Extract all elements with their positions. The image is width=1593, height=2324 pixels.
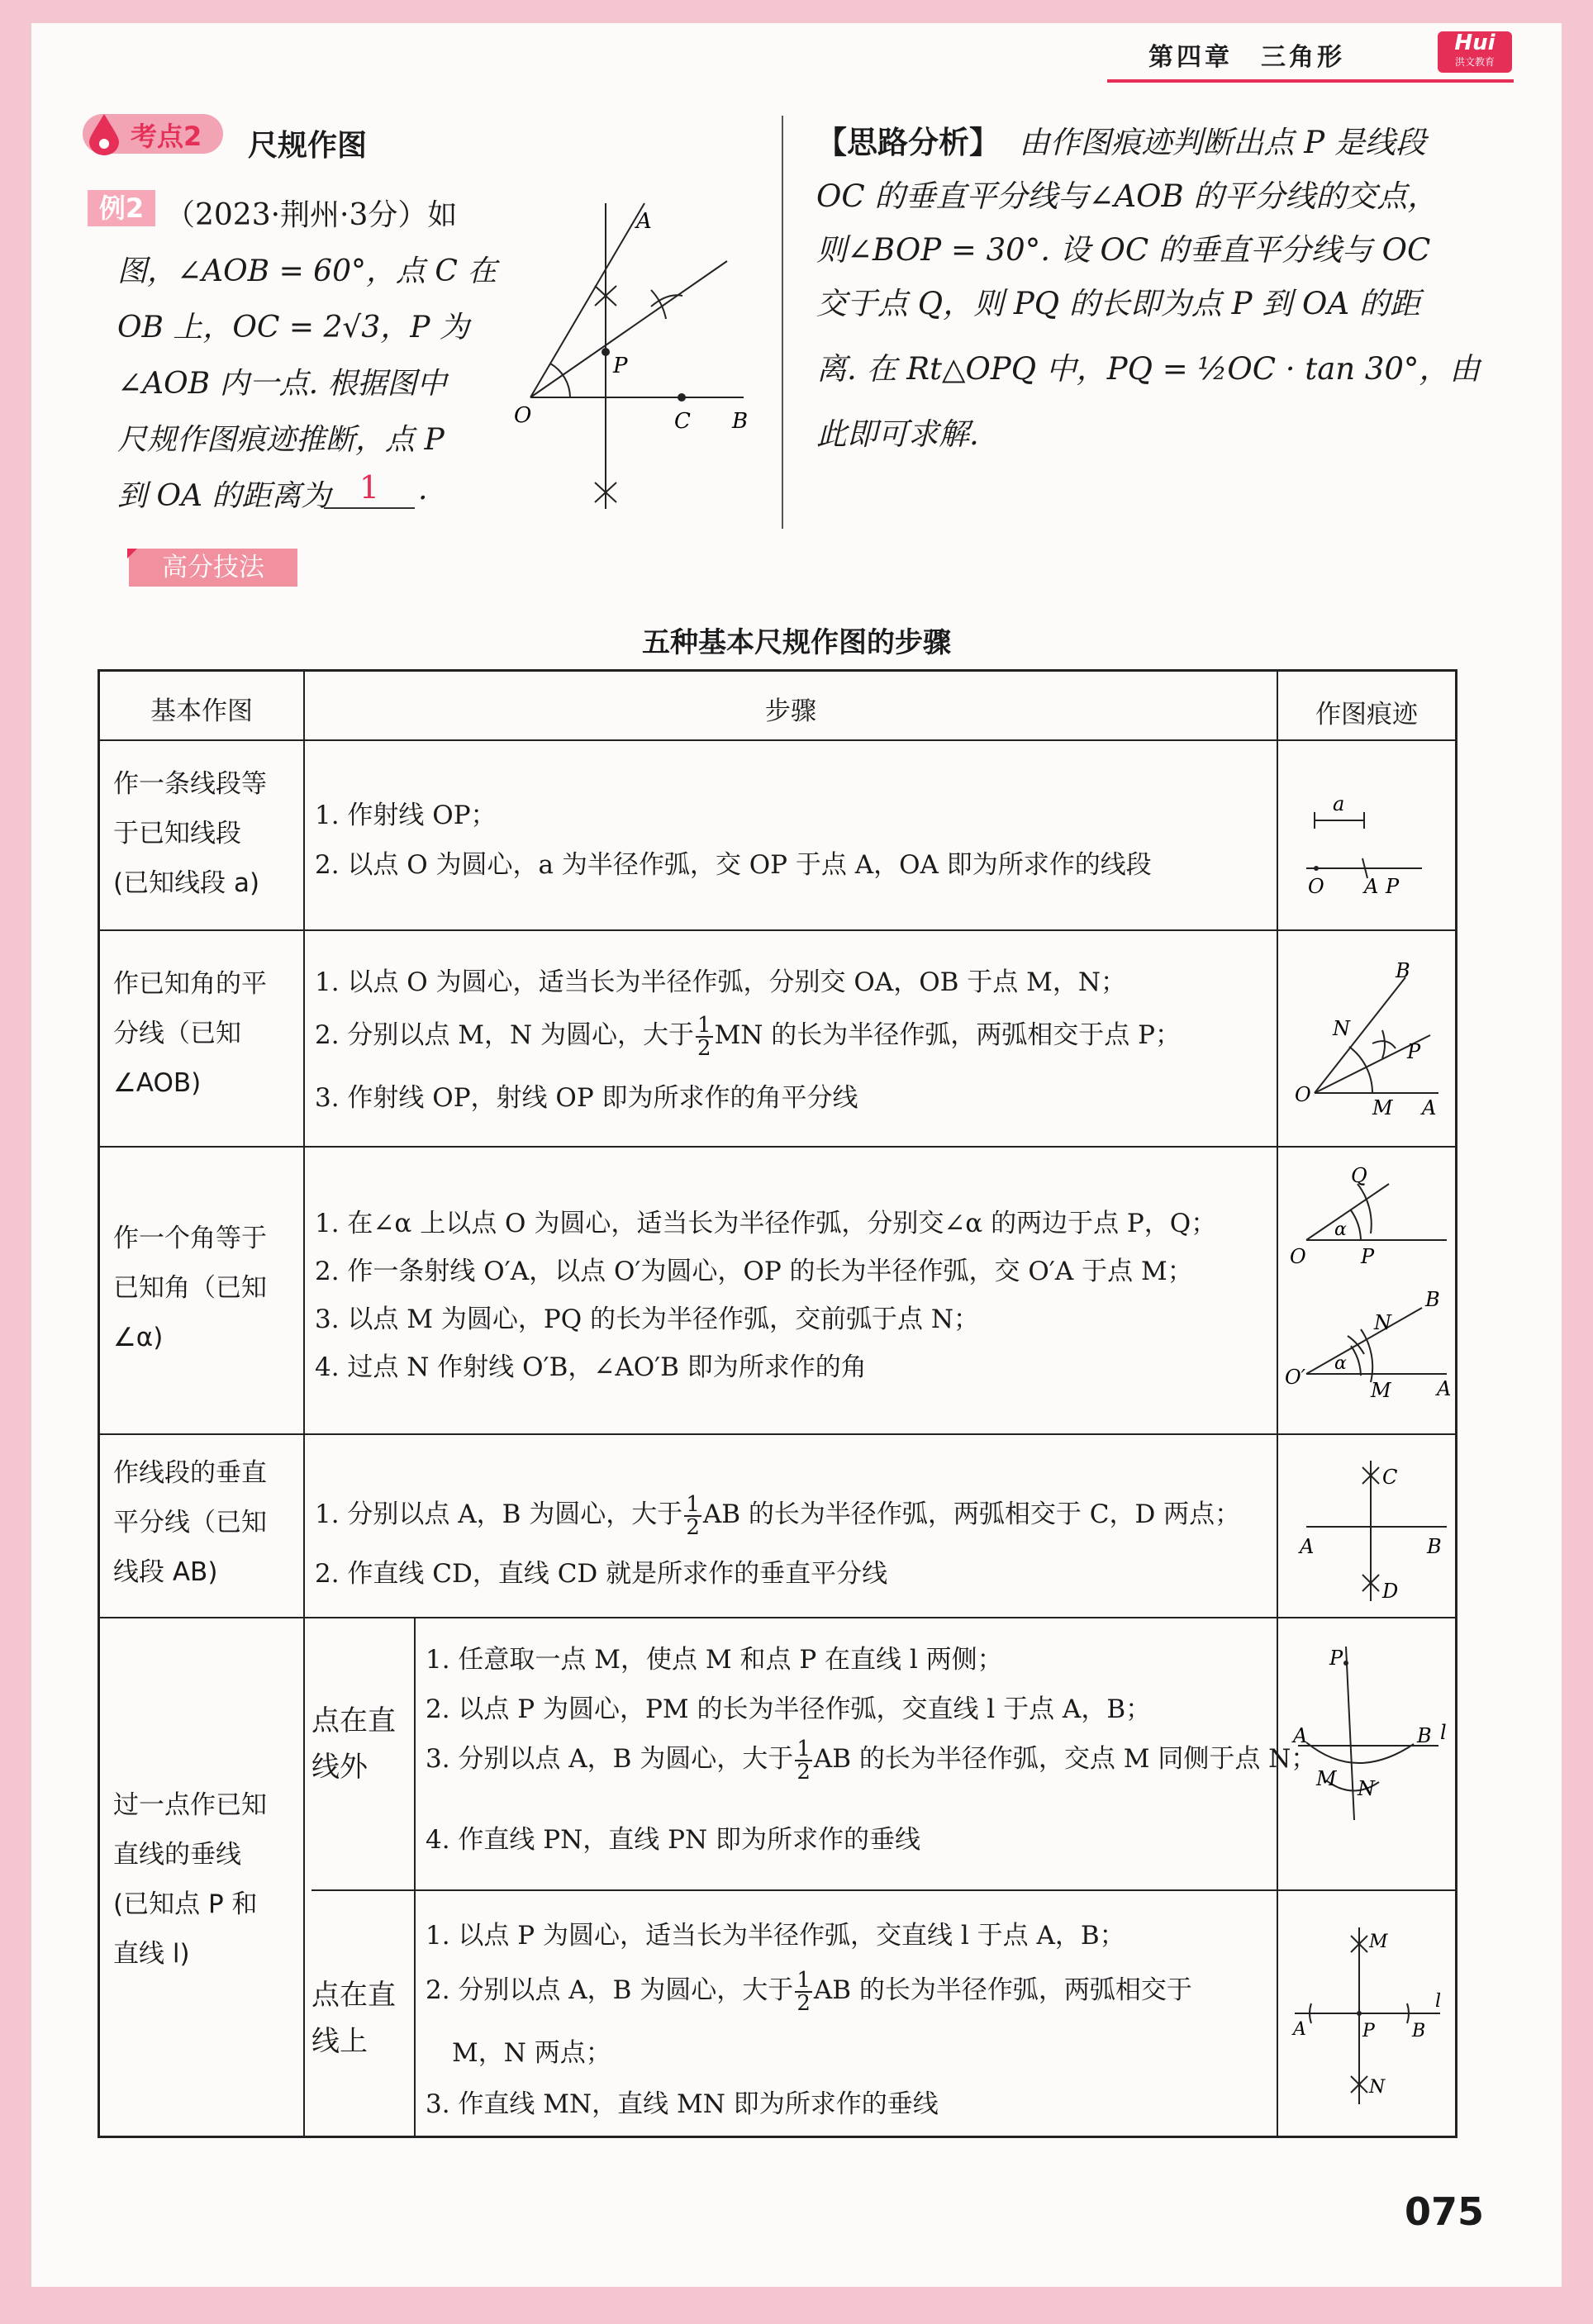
row1-sketch bbox=[1298, 779, 1438, 911]
example-badge: 例2 bbox=[88, 190, 155, 226]
row4-step-1: 1. 分别以点 A，B 为圆心，大于 $\frac{1}{2}$ AB 的长为半径作弧，两弧相交于 C，D 两点； bbox=[315, 1491, 1241, 1540]
example-line-2: 图，∠AOB = 60°，点 C 在 bbox=[117, 254, 497, 288]
svg-text:N: N bbox=[1374, 1311, 1391, 1334]
analysis-line-4: 交于点 Q，则 PQ 的长即为点 P 到 OA 的距 bbox=[816, 286, 1420, 321]
drop-icon bbox=[86, 112, 122, 157]
header-rule bbox=[1107, 79, 1514, 83]
svg-text:O: O bbox=[1308, 875, 1324, 898]
svg-text:B: B bbox=[1412, 2021, 1426, 2041]
table-title: 五种基本尺规作图的步骤 bbox=[642, 626, 951, 659]
svg-text:B: B bbox=[1425, 1288, 1440, 1311]
row2-step-1: 1. 以点 O 为圆心，适当长为半径作弧，分别交 OA，OB 于点 M，N； bbox=[315, 967, 1126, 997]
fig-label-C: C bbox=[674, 409, 691, 434]
example-figure bbox=[512, 195, 768, 517]
row1-step-2: 2. 以点 O 为圆心，a 为半径作弧，交 OP 于点 A，OA 即为所求作的线段 bbox=[315, 850, 1152, 880]
svg-text:l: l bbox=[1440, 1721, 1447, 1744]
svg-text:a: a bbox=[1333, 792, 1345, 815]
svg-text:α: α bbox=[1334, 1353, 1347, 1374]
logo-mark: Hui bbox=[1454, 31, 1496, 55]
analysis-title: 【思路分析】 bbox=[816, 125, 1000, 160]
svg-text:P: P bbox=[1407, 1040, 1421, 1063]
row5a-step-4: 4. 作直线 PN，直线 PN 即为所求作的垂线 bbox=[426, 1825, 920, 1855]
svg-text:A: A bbox=[1293, 2019, 1306, 2040]
svg-text:A: A bbox=[1437, 1377, 1452, 1400]
row2-step-2: 2. 分别以点 M，N 为圆心，大于 $\frac{1}{2}$ MN 的长为半径作弧，两弧相交于点 P； bbox=[315, 1012, 1181, 1061]
row2-category: 作已知角的平 分线（已知 ∠AOB) bbox=[113, 969, 267, 1098]
svg-text:N: N bbox=[1333, 1017, 1350, 1040]
row5b-step-2-cont: M，N 两点； bbox=[452, 2038, 611, 2068]
row5a-step-1: 1. 任意取一点 M，使点 M 和点 P 在直线 l 两侧； bbox=[426, 1645, 1003, 1675]
svg-text:M: M bbox=[1316, 1767, 1337, 1790]
col-divider bbox=[303, 672, 305, 2136]
svg-text:l: l bbox=[1435, 1991, 1442, 2012]
svg-text:M: M bbox=[1371, 1379, 1391, 1402]
row3-step-1: 1. 在∠α 上以点 O 为圆心，适当长为半径作弧，分别交∠α 的两边于点 P，Q； bbox=[315, 1209, 1217, 1238]
row4-step-2: 2. 作直线 CD，直线 CD 就是所求作的垂直平分线 bbox=[315, 1559, 888, 1589]
analysis-line-1: 由作图痕迹判断出点 P 是线段 bbox=[1019, 125, 1426, 160]
svg-text:B: B bbox=[1427, 1535, 1442, 1558]
analysis-line-2: OC 的垂直平分线与∠AOB 的平分线的交点， bbox=[816, 178, 1438, 214]
badge-corner bbox=[127, 549, 137, 558]
row5b-step-2: 2. 分别以点 A，B 为圆心，大于 $\frac{1}{2}$ AB 的长为半径作弧，两弧相交于 bbox=[426, 1967, 1192, 2016]
row5b-sketch bbox=[1286, 1914, 1452, 2113]
row-divider bbox=[311, 1889, 1455, 1891]
svg-text:B: B bbox=[1396, 959, 1410, 982]
row5-category: 过一点作已知 直线的垂线 (已知点 P 和 直线 l) bbox=[113, 1790, 267, 1969]
example-line-3: OB 上，OC = 2√3，P 为 bbox=[117, 311, 469, 345]
svg-text:P: P bbox=[1386, 875, 1400, 898]
svg-text:C: C bbox=[1382, 1466, 1398, 1489]
analysis-line-6: 此即可求解. bbox=[816, 416, 979, 452]
header-basic: 基本作图 bbox=[150, 696, 253, 726]
row3-step-3: 3. 以点 M 为圆心，PQ 的长为半径作弧，交前弧于点 N； bbox=[315, 1305, 979, 1334]
svg-text:P: P bbox=[1362, 2021, 1375, 2041]
example-end-mark: . bbox=[418, 473, 428, 506]
fig-label-B: B bbox=[732, 409, 749, 434]
publisher-logo bbox=[1438, 31, 1512, 73]
column-divider bbox=[782, 116, 783, 529]
analysis-line-5: 离. 在 Rt△OPQ 中，PQ = ½OC · tan 30°，由 bbox=[816, 351, 1481, 387]
row5b-step-3: 3. 作直线 MN，直线 MN 即为所求作的垂线 bbox=[426, 2089, 939, 2119]
svg-text:P: P bbox=[1361, 1245, 1375, 1268]
analysis-block bbox=[816, 116, 1494, 461]
kaodian-label: 考点2 bbox=[131, 121, 202, 152]
logo-text: 洪文教育 bbox=[1454, 56, 1495, 68]
analysis-line-3: 则∠BOP = 30°. 设 OC 的垂直平分线与 OC bbox=[816, 232, 1431, 268]
row5a-step-3: 3. 分别以点 A，B 为圆心，大于 $\frac{1}{2}$ AB 的长为半径作弧，交点 M 同侧于点 N； bbox=[426, 1736, 1317, 1785]
svg-text:D: D bbox=[1382, 1580, 1399, 1603]
col-divider bbox=[414, 1617, 416, 2136]
fig-label-P: P bbox=[613, 354, 628, 378]
svg-text:O: O bbox=[1290, 1245, 1306, 1268]
col-divider bbox=[1277, 672, 1278, 2136]
row5b-step-1: 1. 以点 P 为圆心，适当长为半径作弧，交直线 l 于点 A，B； bbox=[426, 1921, 1125, 1951]
row3-step-2: 2. 作一条射线 O′A，以点 O′为圆心，OP 的长为半径作弧，交 O′A 于点 M； bbox=[315, 1257, 1193, 1286]
row1-step-1: 1. 作射线 OP； bbox=[315, 801, 497, 830]
page-header bbox=[1124, 31, 1512, 73]
chapter-title: 第四章 三角形 bbox=[1148, 43, 1345, 72]
svg-text:Q: Q bbox=[1351, 1164, 1367, 1187]
row2-step-3: 3. 作射线 OP，射线 OP 即为所求作的角平分线 bbox=[315, 1083, 858, 1113]
example-line-5: 尺规作图痕迹推断，点 P bbox=[117, 423, 445, 457]
fig-label-O: O bbox=[514, 403, 532, 428]
example-line-1: （2023·荆州·3分）如 bbox=[165, 198, 458, 232]
steps-table bbox=[97, 669, 1457, 2138]
row3-step-4: 4. 过点 N 作射线 O′B，∠AO′B 即为所求作的角 bbox=[315, 1352, 867, 1382]
row2-sketch bbox=[1290, 944, 1447, 1134]
svg-text:N: N bbox=[1369, 2077, 1386, 2098]
example-line-4: ∠AOB 内一点. 根据图中 bbox=[117, 367, 447, 401]
svg-text:N: N bbox=[1358, 1777, 1375, 1800]
svg-text:M: M bbox=[1372, 1096, 1393, 1119]
row5-sub1: 点在直 线外 bbox=[311, 1704, 396, 1784]
svg-text:α: α bbox=[1334, 1219, 1347, 1240]
technique-badge: 高分技法 bbox=[129, 549, 297, 587]
svg-text:B: B bbox=[1417, 1724, 1432, 1747]
svg-text:A: A bbox=[1364, 875, 1379, 898]
row3-sketch bbox=[1282, 1159, 1455, 1423]
row4-sketch bbox=[1290, 1444, 1455, 1609]
answer-blank: 1 bbox=[324, 469, 415, 509]
svg-text:A: A bbox=[1422, 1096, 1437, 1119]
row5a-step-2: 2. 以点 P 为圆心，PM 的长为半径作弧，交直线 l 于点 A，B； bbox=[426, 1694, 1152, 1724]
header-trace: 作图痕迹 bbox=[1315, 700, 1418, 730]
row4-category: 作线段的垂直 平分线（已知 线段 AB) bbox=[113, 1458, 267, 1587]
row5-sub2: 点在直 线上 bbox=[311, 1979, 396, 2058]
svg-text:A: A bbox=[1300, 1535, 1315, 1558]
kaodian-title: 尺规作图 bbox=[248, 129, 368, 163]
row1-category: 作一条线段等 于已知线段 (已知线段 a) bbox=[113, 769, 267, 898]
header-steps: 步骤 bbox=[765, 696, 816, 726]
svg-text:A: A bbox=[1293, 1724, 1308, 1747]
row3-category: 作一个角等于 已知角（已知 ∠α) bbox=[113, 1224, 267, 1352]
svg-text:O′: O′ bbox=[1285, 1366, 1306, 1389]
fig-label-A: A bbox=[636, 209, 652, 234]
svg-text:M: M bbox=[1369, 1932, 1388, 1952]
page-number: 075 bbox=[1405, 2189, 1485, 2234]
svg-text:O: O bbox=[1295, 1083, 1311, 1106]
example-line-6: 到 OA 的距离为 bbox=[117, 479, 331, 513]
svg-text:P: P bbox=[1329, 1647, 1343, 1670]
row5a-sketch bbox=[1290, 1630, 1455, 1878]
